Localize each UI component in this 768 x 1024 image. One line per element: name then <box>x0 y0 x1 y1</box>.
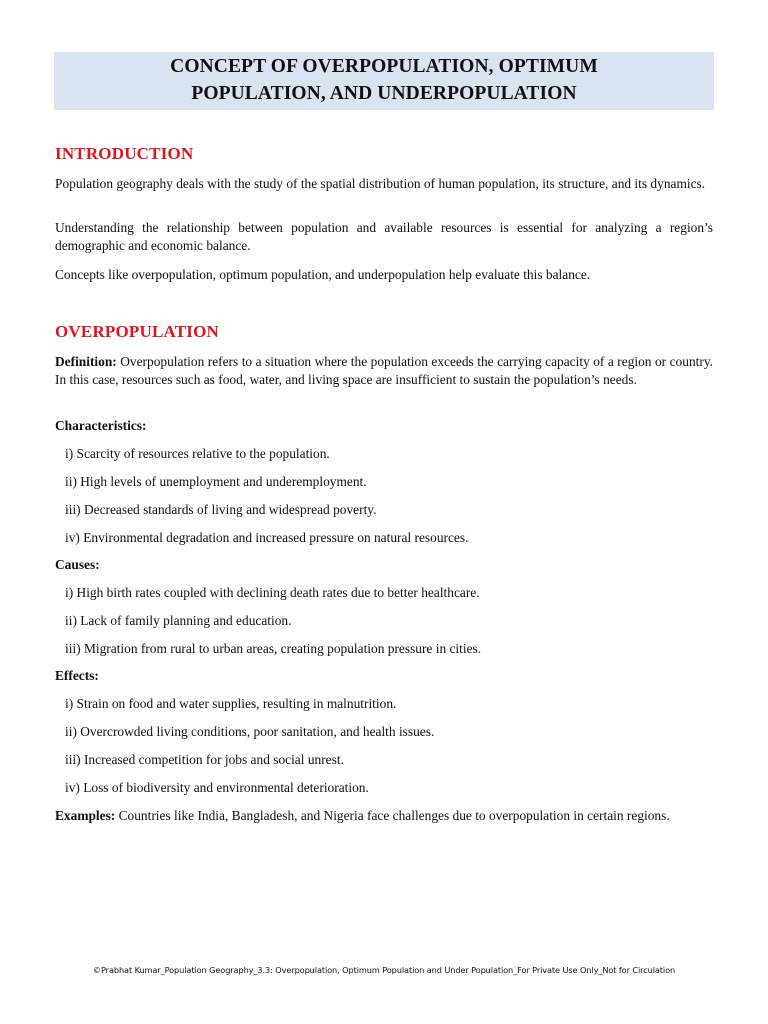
examples-paragraph <box>55 807 713 825</box>
effect-item-4: iv) Loss of biodiversity and environmental deterioration. <box>65 780 369 795</box>
characteristic-item-4: iv) Environmental degradation and increased pressure on natural resources. <box>65 530 469 545</box>
characteristic-item-3: iii) Decreased standards of living and widespread poverty. <box>65 502 377 517</box>
examples-text: Countries like India, Bangladesh, and Nigeria face challenges due to overpopulation in certain regions. <box>115 808 670 823</box>
intro-paragraph-2: Understanding the relationship between population and available resources is essential for analyzing a region’s demographic and economic balance. <box>55 220 713 253</box>
introduction-heading: INTRODUCTION <box>55 144 194 163</box>
characteristics-label: Characteristics: <box>55 418 147 433</box>
overpopulation-heading: OVERPOPULATION <box>55 322 219 341</box>
page-title-line-1: CONCEPT OF OVERPOPULATION, OPTIMUM <box>170 56 598 77</box>
effects-label: Effects: <box>55 668 99 683</box>
characteristic-item-1: i) Scarcity of resources relative to the population. <box>65 446 330 461</box>
cause-item-1: i) High birth rates coupled with declining death rates due to better healthcare. <box>65 585 480 600</box>
definition-text: Overpopulation refers to a situation where the population exceeds the carrying capacity of a region or country. In this case, resources such as food, water, and living space are insufficient to sustain the population’s needs. <box>55 354 713 387</box>
effect-item-2: ii) Overcrowded living conditions, poor sanitation, and health issues. <box>65 724 435 739</box>
definition-paragraph <box>55 353 713 389</box>
page-footer: ©Prabhat Kumar_Population Geography_3.3: Overpopulation, Optimum Population and Under Population_For Private Use Only_Not for Circulation <box>92 965 676 975</box>
definition-label: Definition: <box>55 354 117 369</box>
characteristic-item-2: ii) High levels of unemployment and underemployment. <box>65 474 367 489</box>
effect-item-1: i) Strain on food and water supplies, resulting in malnutrition. <box>65 696 397 711</box>
cause-item-2: ii) Lack of family planning and education. <box>65 613 292 628</box>
cause-item-3: iii) Migration from rural to urban areas, creating population pressure in cities. <box>65 641 482 656</box>
intro-paragraph-3: Concepts like overpopulation, optimum population, and underpopulation help evaluate this balance. <box>55 267 591 282</box>
examples-label: Examples: <box>55 808 116 823</box>
causes-label: Causes: <box>55 557 100 572</box>
effect-item-3: iii) Increased competition for jobs and social unrest. <box>65 752 344 767</box>
page-title-line-2: POPULATION, AND UNDERPOPULATION <box>191 83 577 104</box>
intro-paragraph-1: Population geography deals with the study of the spatial distribution of human population, its structure, and its dynamics. <box>55 176 706 191</box>
document-page <box>55 52 713 823</box>
page-title <box>54 52 714 110</box>
